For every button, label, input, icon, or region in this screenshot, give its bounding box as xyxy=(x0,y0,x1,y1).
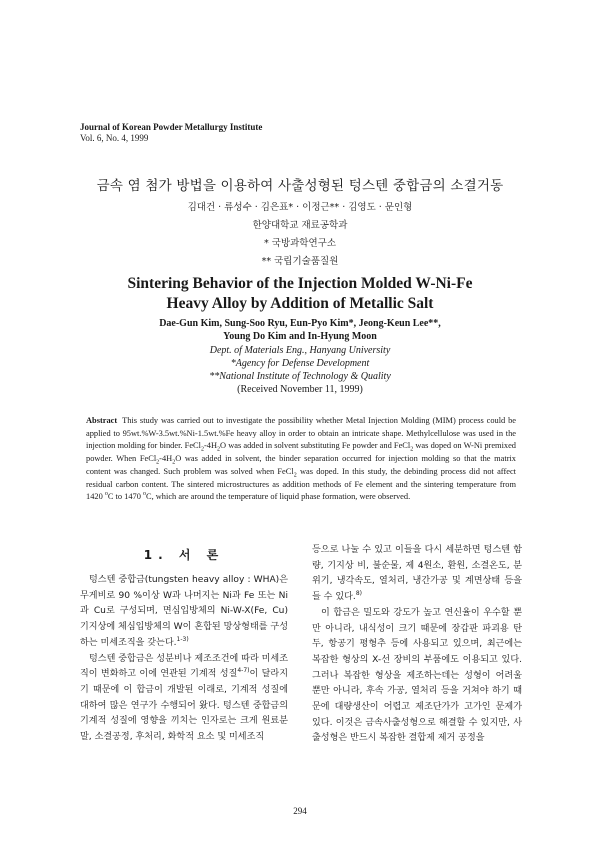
received-date: (Received November 11, 1999) xyxy=(237,384,363,395)
english-title-line-2: Heavy Alloy by Addition of Metallic Salt xyxy=(166,295,434,312)
english-affiliation-3: **National Institute of Technology & Quality xyxy=(209,371,391,382)
english-title-line-1: Sintering Behavior of the Injection Molded W-Ni-Fe xyxy=(127,275,473,292)
korean-title: 금속 염 첨가 방법을 이용하여 사출성형된 텅스텐 중합금의 소결거동 xyxy=(96,178,504,194)
english-authors xyxy=(0,317,600,343)
korean-authors-block xyxy=(0,199,600,271)
body-column-left xyxy=(80,573,288,746)
paragraph: 등으로 나눌 수 있고 이들을 다시 세분하면 텅스텐 함량, 기지상 비, 불순물, 제 4원소, 환원, 소결온도, 분위기, 냉각속도, 열처리, 냉간가공 및 계면상태 등을 들 수 있다.$^{8)}$ xyxy=(312,545,522,603)
paragraph: 텅스텐 중합금은 성분비나 제조조건에 따라 미세조직이 변화하고 이에 연관된 기계적 성질$^{4-7)}$이 달라지기 때문에 이 합금이 개발된 이래로, 기계적 성질에 대하여 많은 연구가 수행되어 왔다. 텅스텐 중합금의 기계적 성질에 영향을 끼치는 인자로는 크게 원료분말, 소결공정, 후처리, 화학적 요소 및 미세조직 xyxy=(80,653,288,743)
paragraph: 텅스텐 중합금(tungsten heavy alloy : WHA)은 무게비로 90 %이상 W과 나머지는 Ni과 Fe 또는 Ni과 Cu로 구성되며, 면심입방체의 Ni-W-X(Fe, Cu) 기지상에 체심입방체의 W이 혼합된 망상형태를 구성하는 미세조직을 갖는다.$^{1-3)}$ xyxy=(80,575,288,648)
korean-affiliation-1: 한양대학교 재료공학과 xyxy=(252,220,348,231)
section-heading-introduction: 1. 서 론 xyxy=(143,548,225,562)
korean-affiliation-3: ** 국립기술품질원 xyxy=(261,256,339,267)
abstract-label: Abstract xyxy=(86,416,118,425)
english-authors-line-1: Dae-Gun Kim, Sung-Soo Ryu, Eun-Pyo Kim*, Jeong-Keun Lee**, xyxy=(159,318,441,329)
abstract-text: Abstract This study was carried out to investigate the possibility whether Metal Injection Molding (MIM) process could be applied to 95wt.%W-3.5wt.%Ni-1.5wt.%Fe heavy alloy in order to obtain an intricate shape. Methylcellulose was used in the injection molding for binder. $FeCl_2-4H_2O$ was added in solvent substituting Fe powder and FeCl$_2$ was doped on W-Ni premixed powder. When $FeCl_2-4H_2O$ was added in solvent, the binder separation occurred for injection molding so that the matrix content was changed. Such problem was solved when FeCl$_2$ was doped. In this study, the debinding process did not affect residual carbon content. The sintered microstructures as addition methods of Fe element and the sintering temperature from 1420 $^o$C to 1470 $^o$C, which are around the temperature of liquid phase formation, were observed. xyxy=(86,416,516,502)
english-affiliation-2: *Agency for Defense Development xyxy=(230,358,370,369)
english-authors-line-2: Young Do Kim and In-Hyung Moon xyxy=(223,331,377,342)
english-title xyxy=(0,274,600,314)
paragraph: 이 합금은 밀도와 강도가 높고 연신율이 우수할 뿐만 아니라, 내식성이 크기 때문에 장갑판 파괴용 탄두, 항공기 평형추 등에 사용되고 있으며, 최근에는 복잡한 형상의 X-선 장비의 부품에도 이용되고 있다. 그러나 복잡한 형상을 제조하는데는 성형이 어려울 뿐만 아니라, 후속 가공, 열처리 등을 거쳐야 하기 때문에 대량생산이 어렵고 제조단가가 고가인 문제가 있다. 이것은 금속사출성형으로 해결할 수 있지만, 사출성형은 반드시 복잡한 결합제 제거 공정을 xyxy=(312,607,522,744)
korean-affiliation-2: * 국방과학연구소 xyxy=(263,238,336,249)
english-affiliations xyxy=(0,344,600,396)
korean-authors: 김대건 · 류성수 · 김은표* · 이정근** · 김영도 · 문인형 xyxy=(187,202,413,213)
english-affiliation-1: Dept. of Materials Eng., Hanyang University xyxy=(209,345,391,356)
journal-name: Journal of Korean Powder Metallurgy Institute xyxy=(80,122,263,132)
page-number: 294 xyxy=(293,806,307,816)
journal-header xyxy=(80,122,262,144)
journal-volume: Vol. 6, No. 4, 1999 xyxy=(80,133,149,143)
abstract xyxy=(86,415,516,504)
body-column-right xyxy=(312,543,522,747)
